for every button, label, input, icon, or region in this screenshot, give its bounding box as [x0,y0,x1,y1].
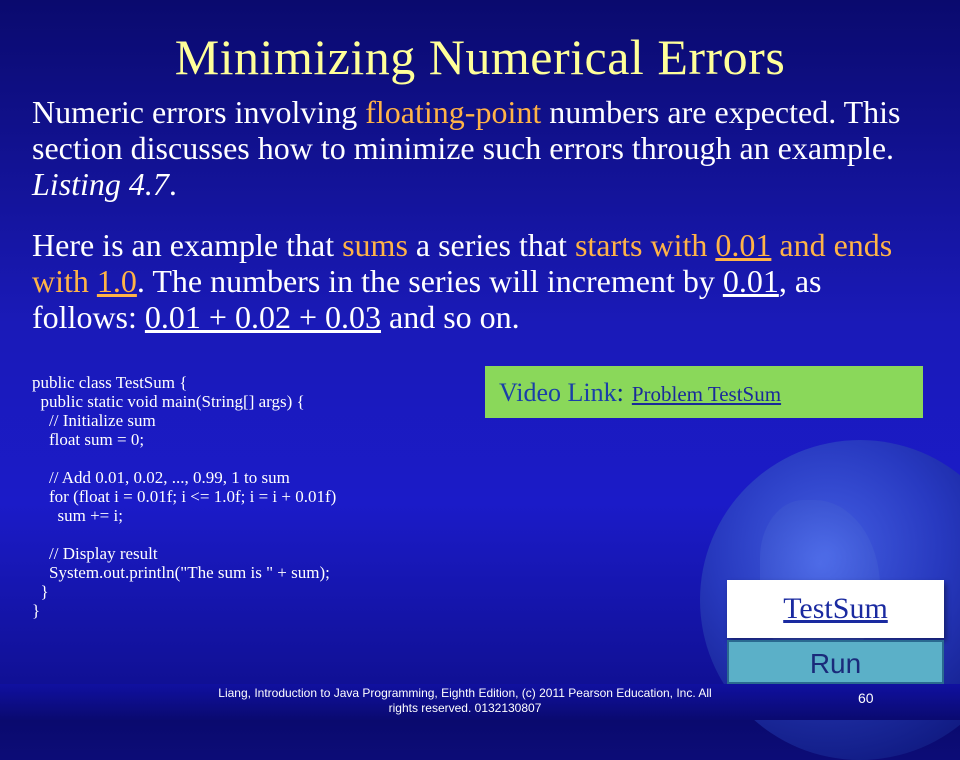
p2-highlight-sums: sums [342,227,408,263]
testsum-button[interactable]: TestSum [727,580,944,638]
p2-end-value: 1.0 [96,263,137,299]
p2-text-4: , as follows: [32,263,822,335]
paragraph-example [32,227,932,335]
p2-text-2: a series that [407,227,575,263]
p2-start-value: 0.01 [715,227,772,263]
p1-text-3: . [168,166,177,202]
video-link-label: Video Link [499,378,617,407]
p2-text-5: and so on. [380,299,520,335]
video-link-problem-testsum[interactable]: Problem TestSum [631,382,782,406]
run-button[interactable]: Run [727,640,944,684]
slide-title: Minimizing Numerical Errors [174,29,786,85]
p2-highlight-ends-with: and ends with [32,227,893,299]
p2-text-3: . The numbers in the series will increment by [136,263,723,299]
p1-text-2: numbers are expected. This section discusses how to minimize such errors through an example. [32,94,901,166]
p1-text-1: Numeric errors involving [32,94,366,130]
listing-reference: Listing 4.7 [32,166,169,202]
p2-series-example: 0.01 + 0.02 + 0.03 [144,299,381,335]
page-number: 60 [858,690,874,706]
footer-line-1: Liang, Introduction to Java Programming, Eighth Edition, (c) 2011 Pearson Education, Inc. All [218,686,712,700]
p2-text-1: Here is an example that [32,227,343,263]
footer-line-2: rights reserved. 0132130807 [388,701,542,715]
p1-highlight-floating-point: floating-point [365,94,542,130]
paragraph-intro [32,94,932,202]
footer-copyright [165,686,765,716]
code-listing: public class TestSum { public static void main(String[] args) { // Initialize sum float sum = 0; // Add 0.01, 0.02, ..., 0.99, 1 to sum for (float i = 0.01f; i <= 1.0f; i = i + 0.01f) sum += i; // Display result System.out.println("The sum is " + sum); } } [32,373,337,620]
video-link-box [485,366,923,418]
p2-highlight-starts-with: starts with [574,227,716,263]
video-link-colon: : [616,378,624,407]
p2-increment-value: 0.01 [722,263,779,299]
